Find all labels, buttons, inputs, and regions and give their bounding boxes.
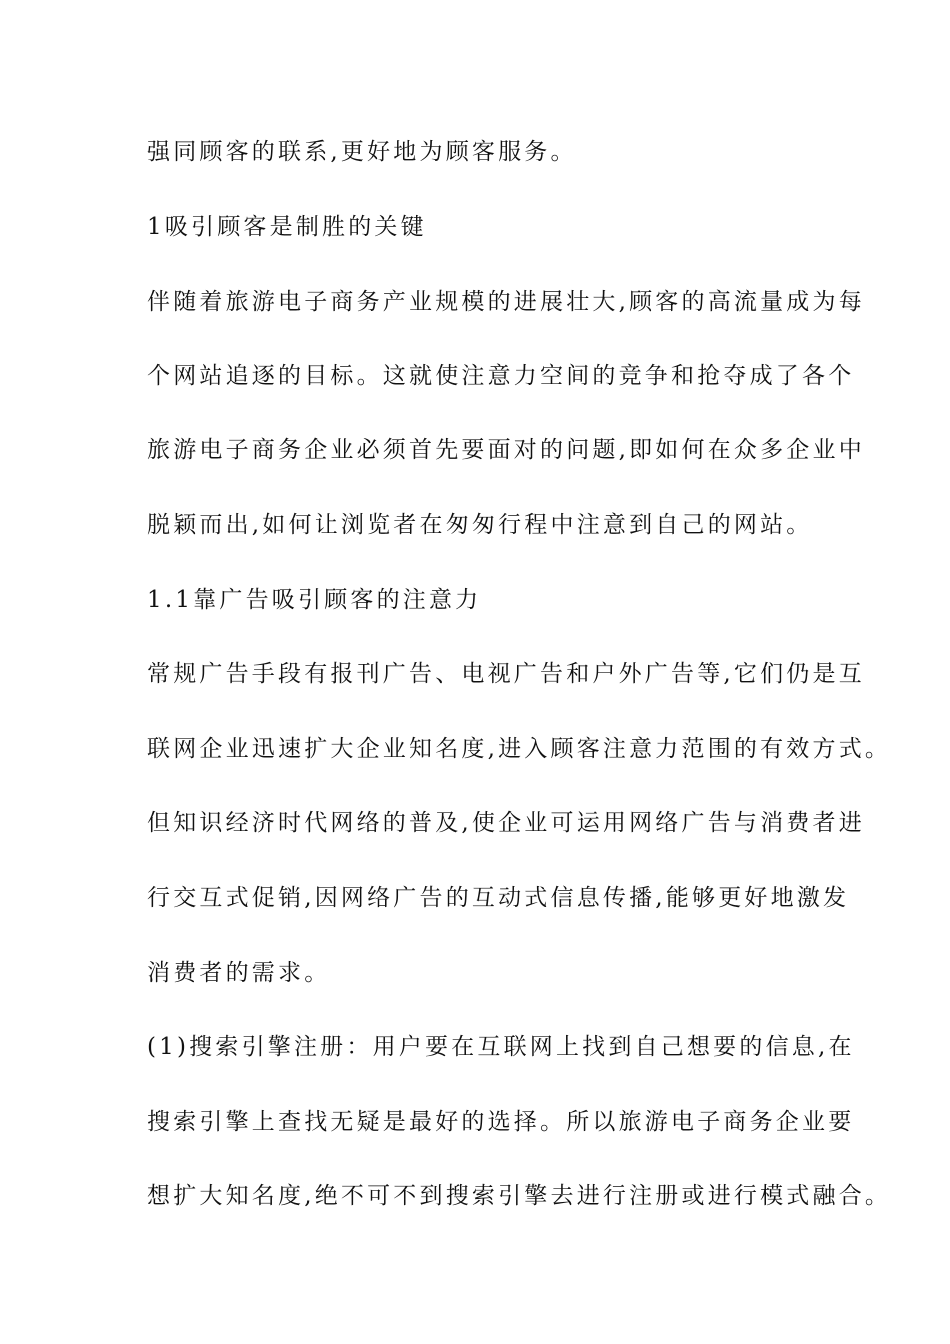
- text-line-8: 常规广告手段有报刊广告、电视广告和户外广告等,它们仍是互: [147, 661, 865, 687]
- text-line-13: (1)搜索引擎注册：用户要在互联网上找到自己想要的信息,在: [147, 1034, 855, 1060]
- text-line-11: 行交互式促销,因网络广告的互动式信息传播,能够更好地激发: [147, 885, 850, 911]
- section-heading-1-1: 1.1靠广告吸引顾客的注意力: [147, 587, 482, 613]
- text-line-4: 个网站追逐的目标。这就使注意力空间的竞争和抢夺成了各个: [147, 363, 855, 389]
- text-line-12: 消费者的需求。: [147, 960, 331, 986]
- text-line-10: 但知识经济时代网络的普及,使企业可运用网络广告与消费者进: [147, 810, 865, 836]
- text-line-15: 想扩大知名度,绝不可不到搜索引擎去进行注册或进行模式融合。: [147, 1183, 892, 1209]
- text-line-3: 伴随着旅游电子商务产业规模的进展壮大,顾客的高流量成为每: [147, 289, 865, 315]
- text-line-9: 联网企业迅速扩大企业知名度,进入顾客注意力范围的有效方式。: [147, 736, 892, 762]
- text-line-6: 脱颖而出,如何让浏览者在匆匆行程中注意到自己的网站。: [147, 512, 813, 538]
- section-heading-1: 1吸引顾客是制胜的关键: [147, 214, 427, 240]
- text-line-5: 旅游电子商务企业必须首先要面对的问题,即如何在众多企业中: [147, 437, 865, 463]
- text-line-1: 强同顾客的联系,更好地为顾客服务。: [147, 139, 577, 165]
- text-line-14: 搜索引擎上查找无疑是最好的选择。所以旅游电子商务企业要: [147, 1109, 855, 1135]
